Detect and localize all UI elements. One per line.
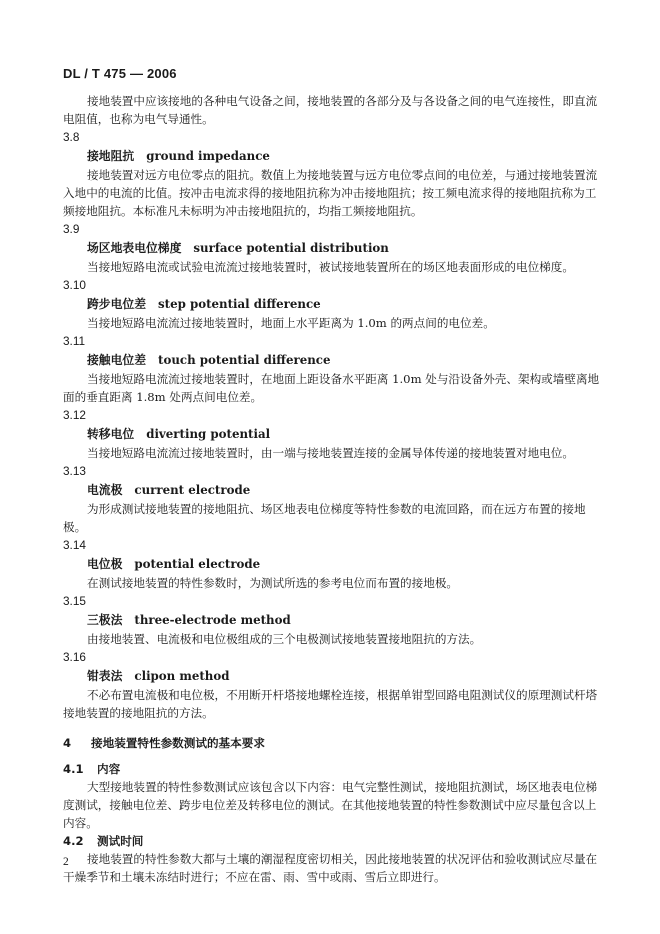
term-english: touch potential difference (158, 353, 331, 367)
definition-item (63, 128, 603, 220)
definition-text: 当接地短路电流流过接地装置时，由一端与接地装置连接的金属导体传递的接地装置对地电位。 (87, 446, 574, 460)
page-content (63, 92, 603, 886)
definition-text: 由接地装置、电流极和电位极组成的三个电极测试接地装置接地阻抗的方法。 (87, 632, 482, 646)
definition-term (63, 480, 603, 500)
definition-item (63, 332, 603, 406)
section-4-2-title: 测试时间 (97, 834, 144, 848)
definition-item (63, 592, 603, 648)
definition-term (63, 238, 603, 258)
definition-term (63, 424, 603, 444)
section-4-title: 接地装置特性参数测试的基本要求 (91, 736, 265, 750)
definition-term (63, 294, 603, 314)
section-4-2-text: 接地装置的特性参数大都与土壤的潮湿程度密切相关，因此接地装置的状况评估和验收测试应尽量在干燥季节和土壤未冻结时进行；不应在雷、雨、雪中或雨、雪后立即进行。 (63, 852, 598, 884)
term-english: clipon method (134, 669, 230, 683)
section-4-1-title: 内容 (97, 762, 121, 776)
term-chinese: 三极法 (87, 613, 123, 627)
definition-number: 3.12 (63, 408, 86, 422)
term-chinese: 转移电位 (87, 427, 135, 441)
term-chinese: 电位极 (87, 557, 123, 571)
section-4-2-heading (63, 832, 603, 850)
definition-text: 当接地短路电流流过接地装置时，在地面上距设备水平距离 1.0m 处与沿设备外壳、架构或墙壁离地面的垂直距离 1.8m 处两点间电位差。 (63, 372, 600, 404)
definition-number: 3.10 (63, 278, 86, 292)
definition-number: 3.14 (63, 538, 86, 552)
definition-item (63, 536, 603, 592)
term-english: potential electrode (134, 557, 261, 571)
definition-item (63, 276, 603, 332)
definition-term (63, 146, 603, 166)
definition-item (63, 462, 603, 536)
section-4-heading (63, 734, 603, 752)
document-code-header: DL / T 475 — 2006 (63, 66, 177, 81)
intro-paragraph: 接地装置中应该接地的各种电气设备之间，接地装置的各部分及与各设备之间的电气连接性，即直流电阻值，也称为电气导通性。 (63, 94, 598, 126)
term-english: three-electrode method (134, 613, 291, 627)
term-english: step potential difference (158, 297, 321, 311)
definition-number: 3.8 (63, 130, 80, 144)
term-chinese: 接触电位差 (87, 353, 146, 367)
term-english: diverting potential (146, 427, 271, 441)
section-4-2-number: 4.2 (63, 834, 84, 848)
definition-number: 3.16 (63, 650, 86, 664)
definition-text: 为形成测试接地装置的接地阻抗、场区地表电位梯度等特性参数的电流回路，而在远方布置的接地极。 (63, 502, 586, 534)
definition-number: 3.13 (63, 464, 86, 478)
definition-item (63, 406, 603, 462)
definition-term (63, 666, 603, 686)
definition-text: 不必布置电流极和电位极，不用断开杆塔接地螺栓连接，根据单钳型回路电阻测试仪的原理测试杆塔接地装置的接地阻抗的方法。 (63, 688, 598, 720)
definition-item (63, 648, 603, 722)
definition-number: 3.9 (63, 222, 80, 236)
section-4-1-heading (63, 760, 603, 778)
definition-number: 3.11 (63, 334, 86, 348)
definition-item (63, 220, 603, 276)
definition-number: 3.15 (63, 594, 86, 608)
page-number: 2 (63, 856, 69, 868)
definition-text: 在测试接地装置的特性参数时，为测试所选的参考电位而布置的接地极。 (87, 576, 459, 590)
section-4-1-number: 4.1 (63, 762, 84, 776)
term-chinese: 跨步电位差 (87, 297, 146, 311)
definition-term (63, 610, 603, 630)
term-chinese: 电流极 (87, 483, 123, 497)
term-chinese: 场区地表电位梯度 (87, 241, 182, 255)
section-4-1-text: 大型接地装置的特性参数测试应该包含以下内容：电气完整性测试，接地阻抗测试，场区地表电位梯度测试，接触电位差、跨步电位差及转移电位的测试。在其他接地装置的特性参数测试中应尽量包含以上内容。 (63, 780, 598, 830)
definition-text: 当接地短路电流或试验电流流过接地装置时，被试接地装置所在的场区地表面形成的电位梯度。 (87, 260, 574, 274)
definition-text: 接地装置对远方电位零点的阻抗。数值上为接地装置与远方电位零点间的电位差，与通过接地装置流入地中的电流的比值。按冲击电流求得的接地阻抗称为冲击接地阻抗；按工频电流求得的接地阻抗称为工频接地阻抗。本标准凡未标明为冲击接地阻抗的，均指工频接地阻抗。 (63, 168, 598, 218)
definition-text: 当接地短路电流流过接地装置时，地面上水平距离为 1.0m 的两点间的电位差。 (87, 316, 495, 330)
term-chinese: 接地阻抗 (87, 149, 135, 163)
term-english: ground impedance (146, 149, 270, 163)
term-english: current electrode (134, 483, 251, 497)
definition-term (63, 350, 603, 370)
definitions-list (63, 128, 603, 722)
definition-term (63, 554, 603, 574)
term-english: surface potential distribution (193, 241, 389, 255)
section-4-number: 4 (63, 736, 72, 750)
term-chinese: 钳表法 (87, 669, 123, 683)
